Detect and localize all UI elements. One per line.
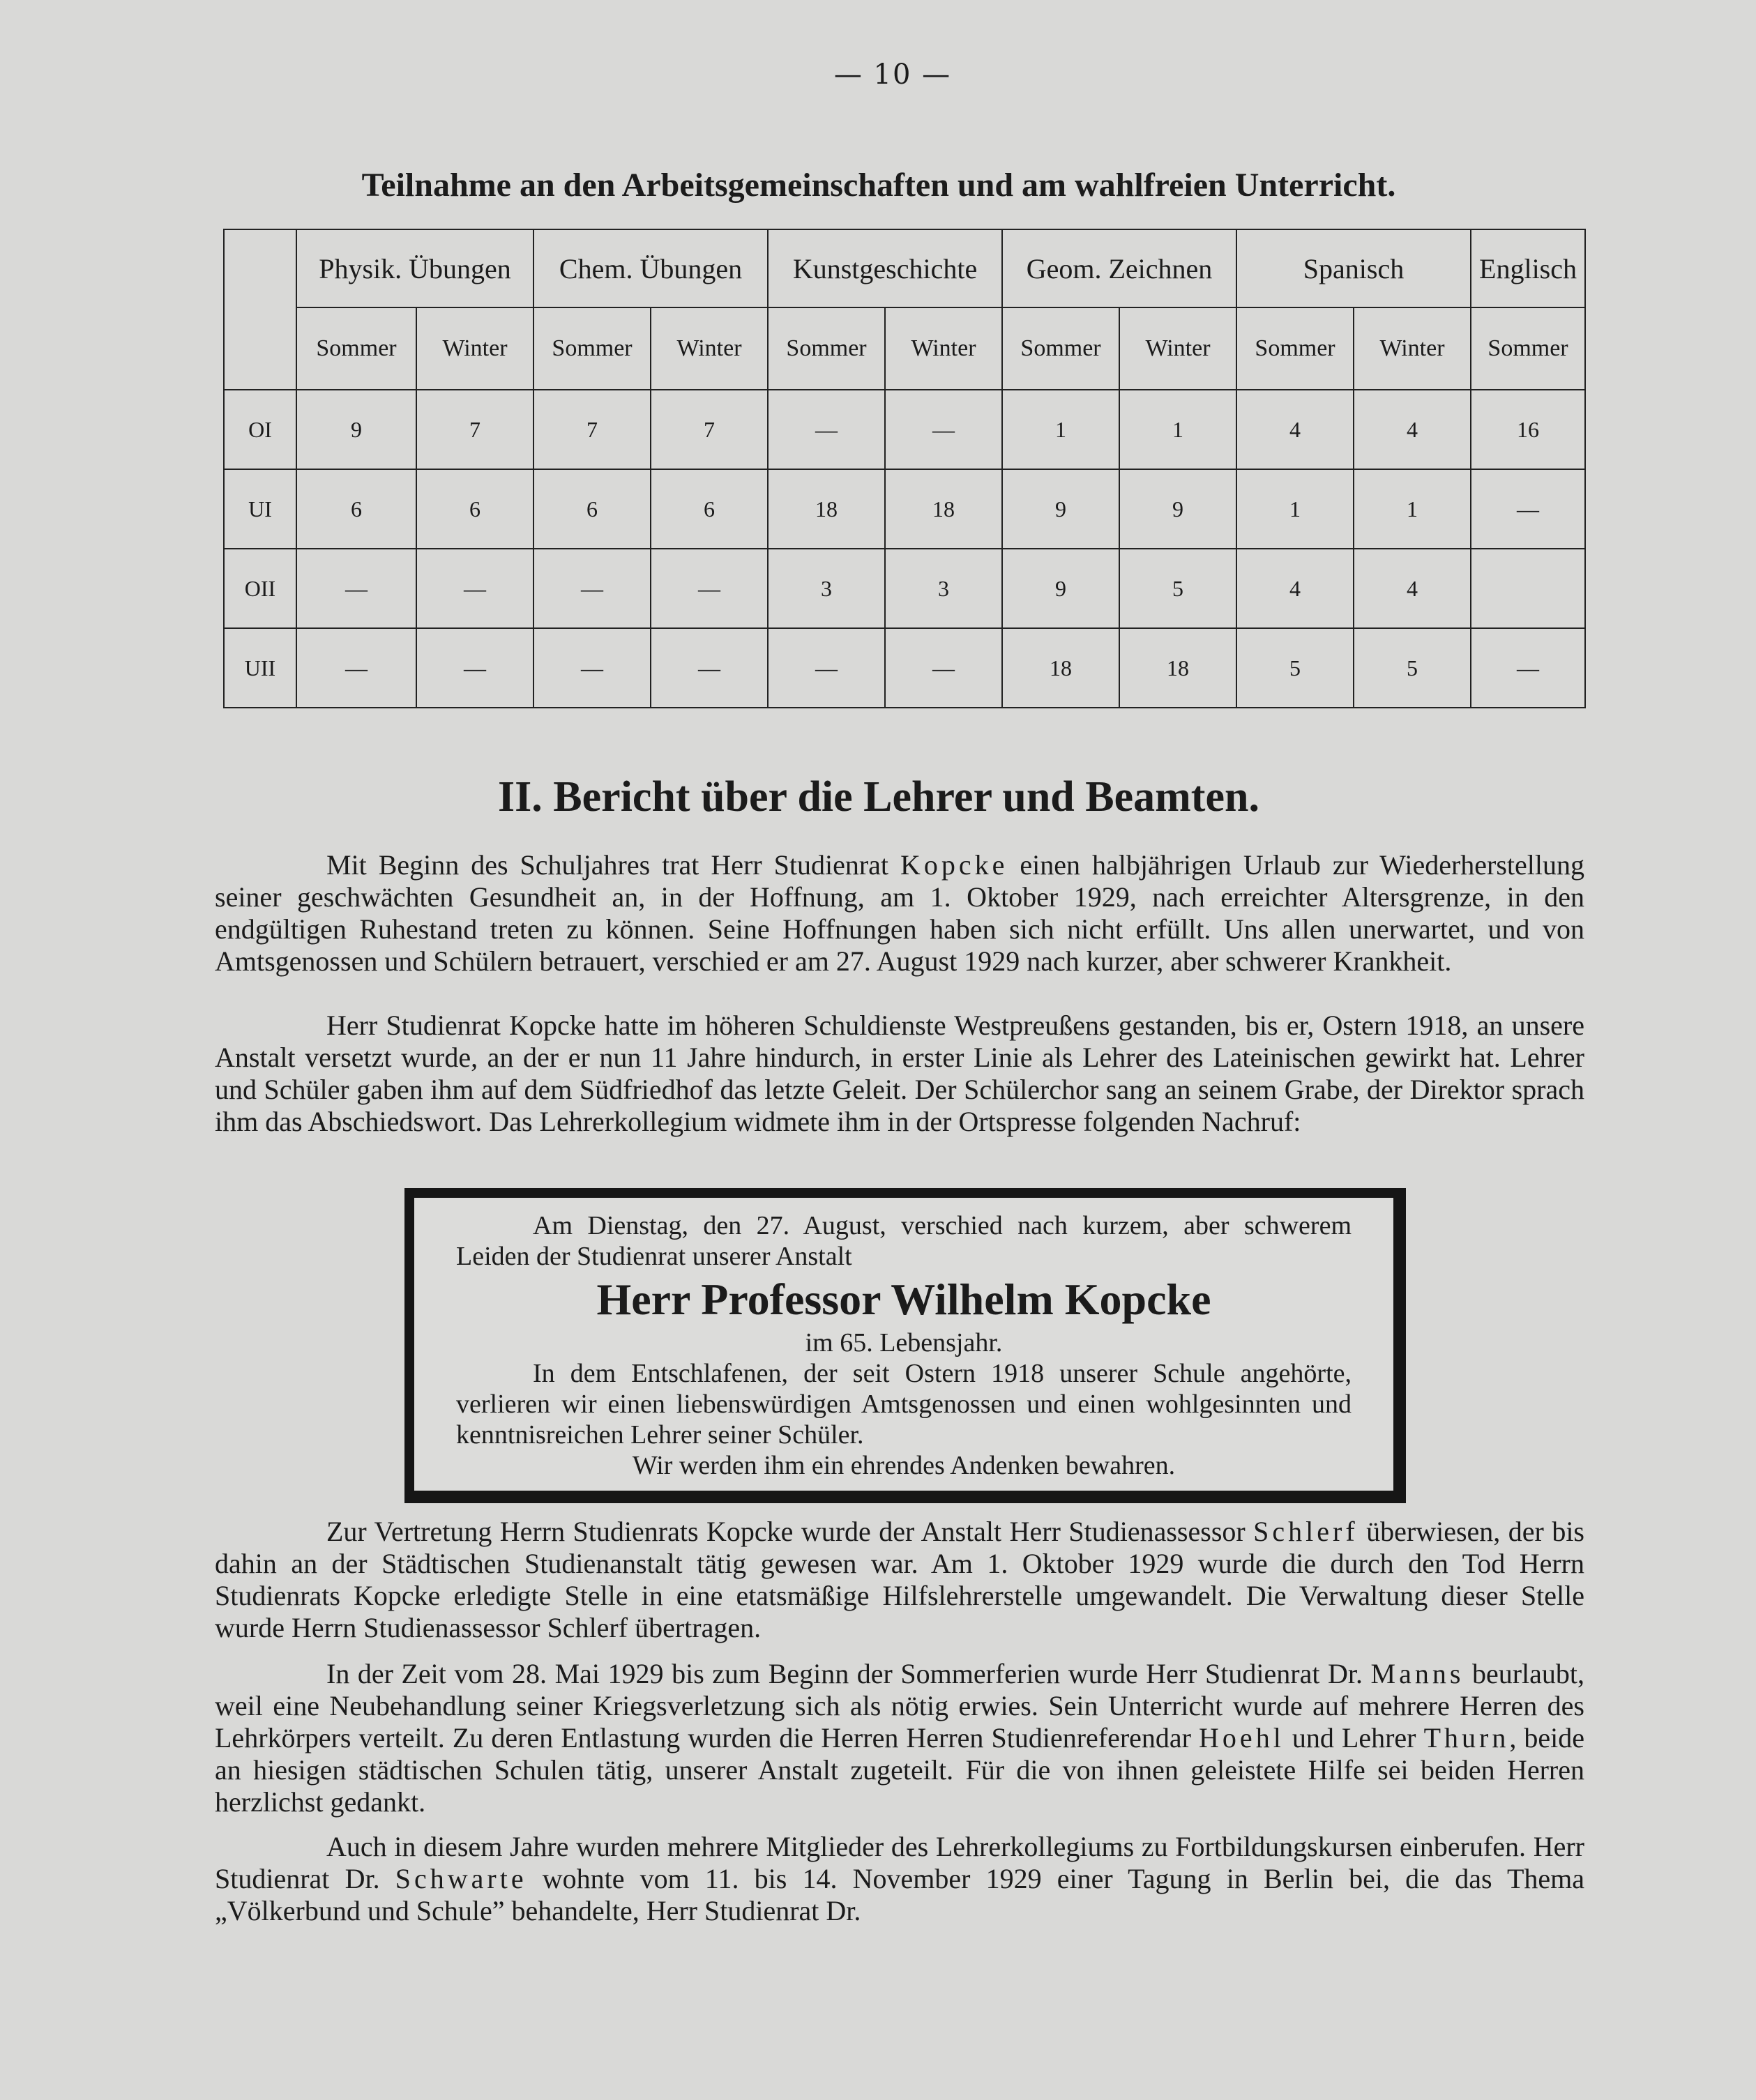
page-number: — 10 —	[833, 59, 952, 91]
term-header: Winter	[885, 307, 1002, 390]
p5-name: Schwarte	[395, 1863, 527, 1894]
table-cell: 18	[885, 469, 1002, 549]
obituary-text: In dem Entschlafenen, der seit Ostern 1918 unserer Schule angehörte, verlieren wir einen liebenswürdigen Amtsgenossen und einen wohlgesinnten und kenntnisreichen Lehrer seiner Schüler.	[456, 1359, 1352, 1450]
p4-text-d: , beide an hiesigen städtischen Schulen tätig, unserer Anstalt zugeteilt. Für die von ihnen geleistete Hilfe sei beiden Herren herzlichst gedankt.	[215, 1722, 1585, 1818]
obituary-intro: Am Dienstag, den 27. August, verschied nach kurzem, aber schwerem Leiden der Studienrat unserer Anstalt	[456, 1211, 1352, 1271]
table-row	[224, 390, 1585, 469]
table-cell: 7	[416, 390, 533, 469]
subject-header: Geom. Zeichnen	[1002, 229, 1236, 307]
term-header: Sommer	[533, 307, 651, 390]
term-header: Sommer	[296, 307, 416, 390]
table-row	[224, 469, 1585, 549]
table-cell: —	[768, 390, 885, 469]
p1-text-b: einen halbjährigen Urlaub zur Wiederherstellung seiner geschwächten Gesundheit an, in der Hoffnung, am 1. Oktober 1929, nach erreichter Altersgrenze, in den endgültigen Ruhestand treten zu können. Seine Hoffnungen haben sich nicht erfüllt. Uns allen unerwartet, und von Amtsgenossen und Schülern betrauert, verschied er am 27. August 1929 nach kurzer, aber schwerer Krankheit.	[215, 849, 1585, 977]
row-label: OII	[224, 549, 296, 628]
participation-table	[223, 229, 1586, 708]
table-cell: 1	[1354, 469, 1471, 549]
table-cell: 6	[416, 469, 533, 549]
table-cell: —	[296, 549, 416, 628]
p1-text-a: Mit Beginn des Schuljahres trat Herr Studienrat	[326, 849, 900, 881]
table-cell: 6	[651, 469, 768, 549]
table-cell: —	[296, 628, 416, 708]
table-cell: 3	[768, 549, 885, 628]
table-cell: 9	[296, 390, 416, 469]
row-label: UI	[224, 469, 296, 549]
term-header: Winter	[651, 307, 768, 390]
table-cell: 9	[1002, 469, 1119, 549]
obituary-box	[404, 1188, 1406, 1503]
table-cell: 5	[1354, 628, 1471, 708]
table-cell	[1471, 549, 1585, 628]
table-cell: 5	[1236, 628, 1354, 708]
table-cell: 4	[1354, 390, 1471, 469]
subject-header: Physik. Übungen	[296, 229, 533, 307]
table-cell: 1	[1002, 390, 1119, 469]
table-cell: 3	[885, 549, 1002, 628]
table-cell: 4	[1354, 549, 1471, 628]
p4-name-2: Hoehl	[1199, 1722, 1285, 1753]
table-cell: —	[1471, 628, 1585, 708]
term-header: Sommer	[1471, 307, 1585, 390]
corner-cell	[224, 229, 296, 390]
p4-name-1: Manns	[1370, 1658, 1464, 1689]
paragraph-5	[215, 1831, 1584, 1927]
table-cell: —	[885, 390, 1002, 469]
subject-header: Spanisch	[1236, 229, 1471, 307]
paragraph-3	[215, 1516, 1584, 1644]
obituary-age: im 65. Lebensjahr.	[805, 1328, 1003, 1357]
table-cell: 9	[1119, 469, 1236, 549]
subject-header: Chem. Übungen	[533, 229, 768, 307]
subject-header: Kunstgeschichte	[768, 229, 1002, 307]
table-cell: 18	[1119, 628, 1236, 708]
p5-text-a: Auch in diesem Jahre wurden mehrere Mitglieder des Lehrerkollegiums zu Fortbildungskursen einberufen. Herr Studienrat Dr.	[215, 1831, 1584, 1894]
table-row	[224, 628, 1585, 708]
p1-name: Kopcke	[900, 849, 1008, 881]
table-cell: 9	[1002, 549, 1119, 628]
table-cell: —	[416, 549, 533, 628]
obituary-closing: Wir werden ihm ein ehrendes Andenken bewahren.	[632, 1451, 1176, 1480]
p5-text-b: wohnte vom 11. bis 14. November 1929 einer Tagung in Berlin bei, die das Thema „Völkerbund und Schule” behandelte, Herr Studienrat Dr.	[215, 1863, 1585, 1926]
row-label: OI	[224, 390, 296, 469]
term-header: Winter	[416, 307, 533, 390]
table-cell: 6	[533, 469, 651, 549]
term-header: Sommer	[768, 307, 885, 390]
table-cell: 5	[1119, 549, 1236, 628]
table-cell: 16	[1471, 390, 1585, 469]
table-cell: 6	[296, 469, 416, 549]
table-cell: —	[1471, 469, 1585, 549]
table-cell: 18	[1002, 628, 1119, 708]
section-title: II. Bericht über die Lehrer und Beamten.	[498, 773, 1259, 821]
table-cell: —	[416, 628, 533, 708]
term-header: Winter	[1354, 307, 1471, 390]
p3-name: Schlerf	[1253, 1516, 1358, 1547]
paragraph-1	[215, 849, 1584, 977]
table-cell: 7	[651, 390, 768, 469]
term-header: Sommer	[1236, 307, 1354, 390]
table-cell: 4	[1236, 390, 1354, 469]
subject-header: Englisch	[1471, 229, 1585, 307]
table-title: Teilnahme an den Arbeitsgemeinschaften und am wahlfreien Unterricht.	[361, 167, 1396, 204]
term-header: Sommer	[1002, 307, 1119, 390]
table-row	[224, 549, 1585, 628]
p4-name-3: Thurn	[1423, 1722, 1510, 1753]
p4-text-a: In der Zeit vom 28. Mai 1929 bis zum Beginn der Sommerferien wurde Herr Studienrat Dr.	[326, 1658, 1371, 1689]
table-cell: —	[768, 628, 885, 708]
p4-text-b: beurlaubt, weil eine Neubehandlung seiner Kriegsverletzung sich als nötig erwies. Sein Unterricht wurde auf mehrere Herren des Lehrkörpers verteilt. Zu deren Entlastung wurden die Herren Herren Studienreferendar	[215, 1658, 1584, 1753]
subject-header-row	[224, 229, 1585, 307]
p3-text-a: Zur Vertretung Herrn Studienrats Kopcke wurde der Anstalt Herr Studienassessor	[326, 1516, 1254, 1547]
table-cell: —	[651, 549, 768, 628]
p3-text-b: überwiesen, der bis dahin an der Städtischen Studienanstalt tätig gewesen war. Am 1. Oktober 1929 wurde die durch den Tod Herrn Studienrats Kopcke erledigte Stelle in eine etatsmäßige Hilfslehrerstelle umgewandelt. Die Verwaltung dieser Stelle wurde Herrn Studienassessor Schlerf übertragen.	[215, 1516, 1584, 1643]
table-cell: 1	[1236, 469, 1354, 549]
table-cell: 4	[1236, 549, 1354, 628]
row-label: UII	[224, 628, 296, 708]
table-cell: 18	[768, 469, 885, 549]
term-header: Winter	[1119, 307, 1236, 390]
paragraph-4	[215, 1658, 1584, 1818]
table-cell: —	[885, 628, 1002, 708]
table-cell: —	[533, 549, 651, 628]
table-cell: —	[651, 628, 768, 708]
p4-text-c: und Lehrer	[1284, 1722, 1424, 1753]
table-cell: —	[533, 628, 651, 708]
term-header-row	[224, 307, 1585, 390]
table-cell: 7	[533, 390, 651, 469]
paragraph-2: Herr Studienrat Kopcke hatte im höheren Schuldienste Westpreußens gestanden, bis er, Ostern 1918, an unsere Anstalt versetzt wurde, an der er nun 11 Jahre hindurch, in erster Linie als Lehrer des Lateinischen gewirkt hat. Lehrer und Schüler gaben ihm auf dem Südfriedhof das letzte Geleit. Der Schülerchor sang an seinem Grabe, der Direktor sprach ihm das Abschiedswort. Das Lehrerkollegium widmete ihm in der Ortspresse folgenden Nachruf:	[215, 1010, 1584, 1137]
table-cell: 1	[1119, 390, 1236, 469]
obituary-name: Herr Professor Wilhelm Kopcke	[596, 1275, 1211, 1324]
